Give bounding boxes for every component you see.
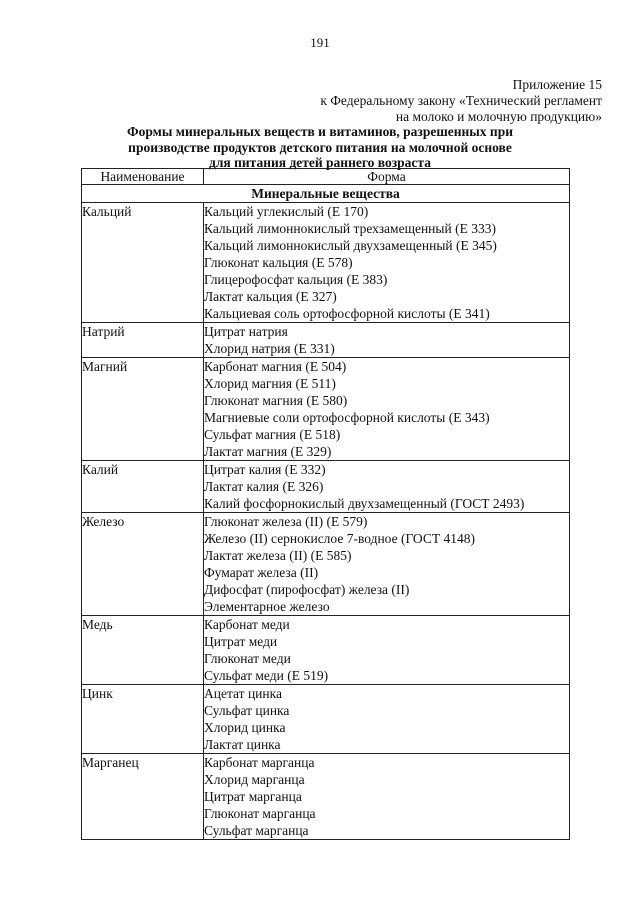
section-row (82, 185, 570, 203)
form-item: Сульфат магния (Е 518) (204, 427, 341, 442)
title-line: Формы минеральных веществ и витаминов, разрешенных при (127, 124, 513, 139)
appendix-line: на молоко и молочную продукцию» (395, 109, 602, 124)
element-name: Кальций (82, 203, 204, 323)
appendix-line: Приложение 15 (512, 77, 602, 92)
forms-cell (204, 323, 570, 358)
table-row (82, 754, 570, 840)
form-item: Лактат калия (Е 326) (204, 479, 324, 494)
form-item: Цитрат калия (Е 332) (204, 462, 326, 477)
minerals-table (81, 168, 570, 840)
page-number: 191 (310, 35, 330, 50)
forms-cell (204, 461, 570, 513)
form-item: Цитрат натрия (204, 324, 288, 339)
form-item: Цитрат марганца (204, 789, 302, 804)
form-item: Лактат кальция (Е 327) (204, 289, 337, 304)
form-item: Карбонат меди (204, 617, 290, 632)
element-name: Цинк (82, 685, 204, 754)
table-row (82, 513, 570, 616)
form-item: Карбонат магния (Е 504) (204, 359, 347, 374)
form-item: Глюконат кальция (Е 578) (204, 255, 353, 270)
element-name: Медь (82, 616, 204, 685)
form-item: Элементарное железо (204, 599, 330, 614)
form-item: Кальциевая соль ортофосфорной кислоты (Е 341) (204, 306, 490, 321)
element-name: Калий (82, 461, 204, 513)
table-header-row (82, 169, 570, 185)
form-item: Сульфат меди (Е 519) (204, 668, 329, 683)
form-item: Хлорид натрия (Е 331) (204, 341, 335, 356)
table-row (82, 461, 570, 513)
document-title (80, 124, 560, 171)
table-row (82, 685, 570, 754)
form-item: Кальций углекислый (Е 170) (204, 204, 369, 219)
form-item: Железо (II) сернокислое 7-водное (ГОСТ 4148) (204, 531, 475, 546)
table-body (82, 185, 570, 840)
form-item: Калий фосфорнокислый двухзамещенный (ГОСТ 2493) (204, 496, 525, 511)
form-item: Кальций лимоннокислый трехзамещенный (Е 333) (204, 221, 496, 236)
title-line: для питания детей раннего возраста (209, 155, 431, 170)
form-item: Глюконат железа (II) (Е 579) (204, 514, 368, 529)
table-row (82, 616, 570, 685)
form-item: Карбонат марганца (204, 755, 315, 770)
forms-cell (204, 616, 570, 685)
table-row (82, 203, 570, 323)
form-item: Лактат цинка (204, 737, 281, 752)
form-item: Цитрат меди (204, 634, 278, 649)
table-row (82, 323, 570, 358)
forms-cell (204, 513, 570, 616)
form-item: Глюконат марганца (204, 806, 316, 821)
form-item: Кальций лимоннокислый двухзамещенный (Е 345) (204, 238, 497, 253)
form-item: Глицерофосфат кальция (Е 383) (204, 272, 388, 287)
form-item: Хлорид марганца (204, 772, 305, 787)
form-item: Лактат магния (Е 329) (204, 444, 332, 459)
forms-cell (204, 685, 570, 754)
form-item: Ацетат цинка (204, 686, 282, 701)
element-name: Магний (82, 358, 204, 461)
form-item: Хлорид цинка (204, 720, 286, 735)
form-item: Глюконат меди (204, 651, 291, 666)
forms-cell (204, 754, 570, 840)
section-title: Минеральные вещества (82, 185, 570, 203)
form-item: Глюконат магния (Е 580) (204, 393, 348, 408)
title-line: производстве продуктов детского питания на молочной основе (128, 139, 512, 155)
form-item: Сульфат цинка (204, 703, 290, 718)
header-form: Форма (204, 169, 570, 185)
form-item: Сульфат марганца (204, 823, 309, 838)
form-item: Магниевые соли ортофосфорной кислоты (Е 343) (204, 410, 490, 425)
form-item: Фумарат железа (II) (204, 565, 319, 580)
header-name: Наименование (82, 169, 204, 185)
element-name: Натрий (82, 323, 204, 358)
table-row (82, 358, 570, 461)
forms-cell (204, 358, 570, 461)
form-item: Хлорид магния (Е 511) (204, 376, 336, 391)
forms-cell (204, 203, 570, 323)
form-item: Лактат железа (II) (Е 585) (204, 548, 352, 563)
element-name: Марганец (82, 754, 204, 840)
appendix-line: к Федеральному закону «Технический регламент (320, 93, 602, 108)
form-item: Дифосфат (пирофосфат) железа (II) (204, 582, 410, 597)
appendix-header (200, 77, 602, 125)
element-name: Железо (82, 513, 204, 616)
